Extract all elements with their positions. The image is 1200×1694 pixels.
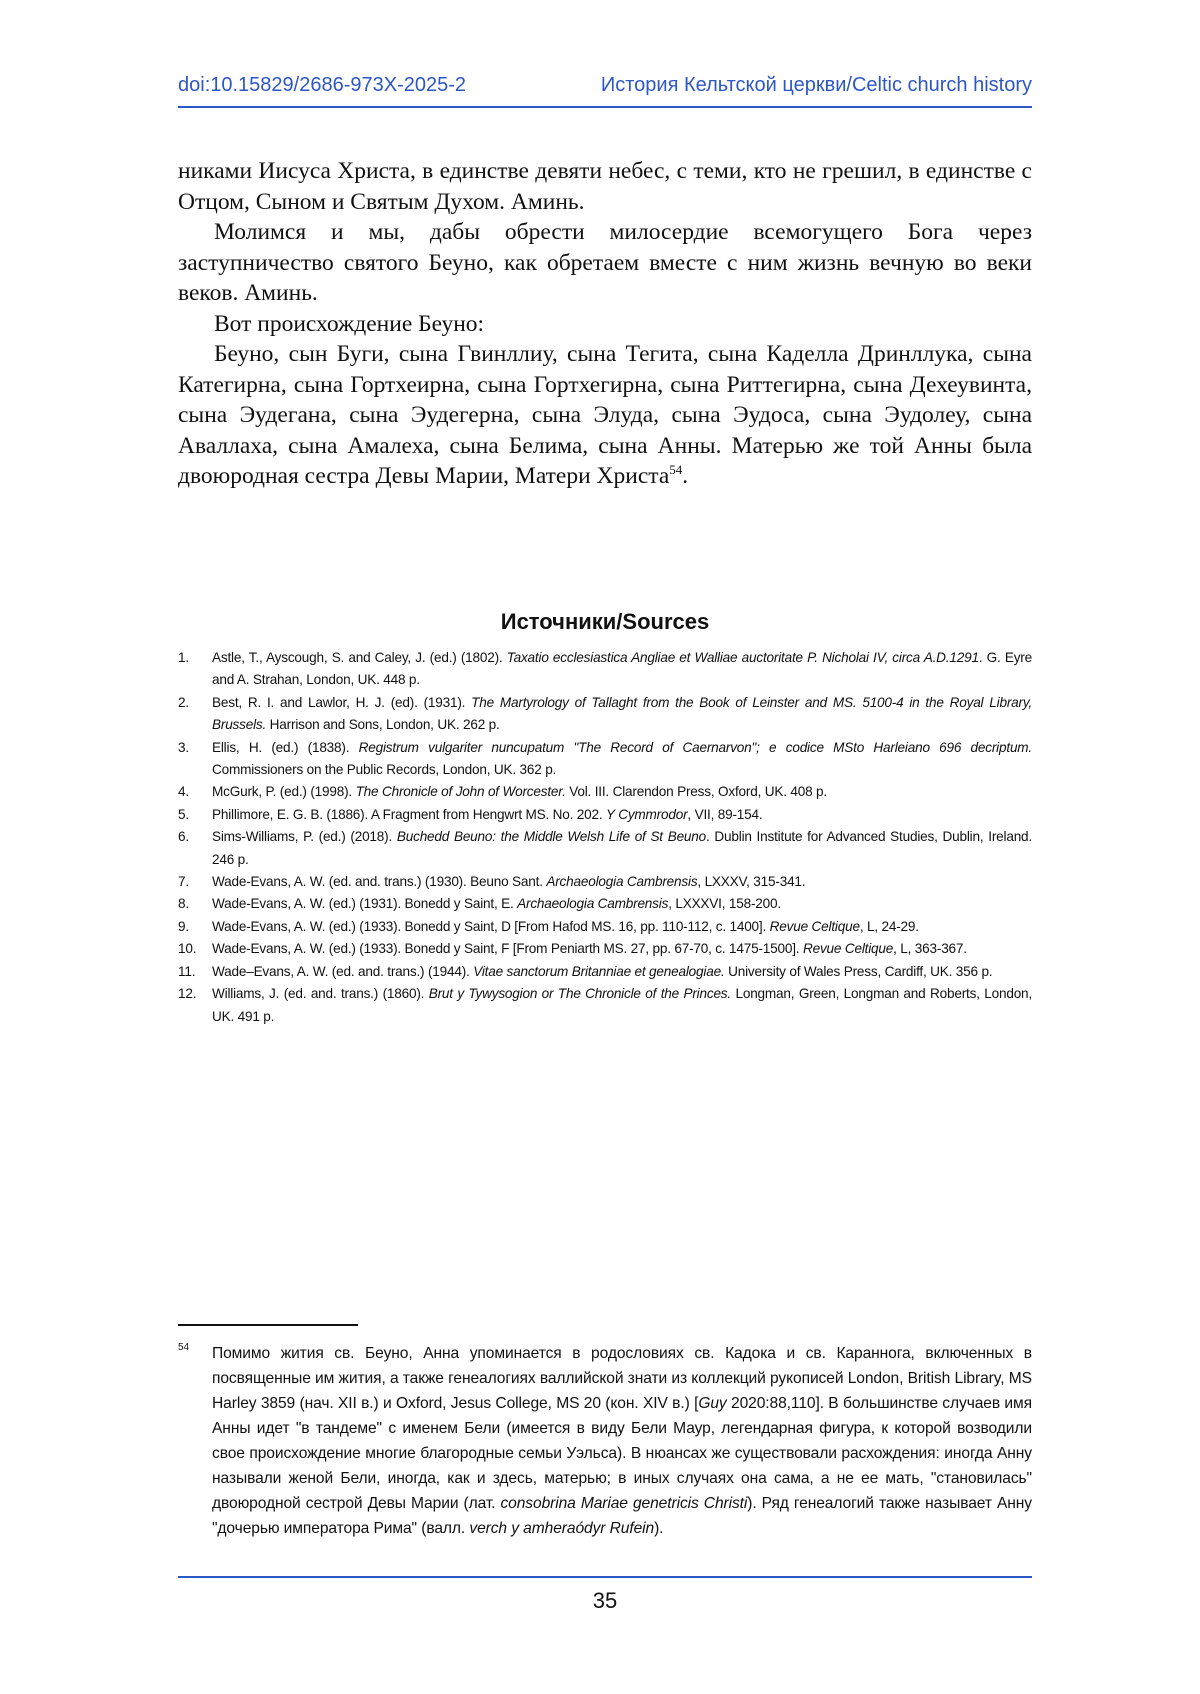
source-number: 11. xyxy=(178,963,196,979)
source-item xyxy=(178,871,1032,893)
footnote-reference[interactable]: 54 xyxy=(669,462,683,478)
source-text: Sims-Williams, P. (ed.) (2018). Buchedd Beuno: the Middle Welsh Life of St Beuno. Dublin Institute for Advanced Studies, Dublin, Ireland. 246 p. xyxy=(212,829,1032,867)
source-text: Astle, T., Ayscough, S. and Caley, J. (ed.) (1802). Taxatio ecclesiastica Angliae et Walliae auctoritate P. Nicholai IV, circa A.D.1291. G. Eyre and A. Strahan, London, UK. 448 p. xyxy=(212,650,1032,688)
paragraph-text: Беуно, сын Буги, сына Гвинллиу, сына Тегита, сына Каделла Дринллука, сына Категирна, сына Гортхеирна, сына Гортхегирна, сына Риттегирна, сына Дехеувинта, сына Эудегана, сына Эудегерна, сына Элуда, сына Эудоса, сына Эудолеу, сына Аваллаха, сына Амалеха, сына Белима, сына Анны. Матерью же той Анны была двоюродная сестра Девы Марии, Матери Христа xyxy=(178,341,1032,489)
source-item xyxy=(178,983,1032,1028)
source-text: Wade–Evans, A. W. (ed. and. trans.) (1944). Vitae sanctorum Britanniae et genealogiae. University of Wales Press, Cardiff, UK. 356 p. xyxy=(212,963,993,979)
source-text: Wade-Evans, A. W. (ed.) (1931). Bonedd y Saint, E. Archaeologia Cambrensis, LXXXVI, 158-200. xyxy=(212,896,781,912)
paragraph-end: . xyxy=(682,463,689,489)
source-text: Best, R. I. and Lawlor, H. J. (ed). (1931). The Martyrology of Tallaght from the Book of Leinster and MS. 5100-4 in the Royal Library, Brussels. Harrison and Sons, London, UK. 262 p. xyxy=(212,694,1032,733)
source-item xyxy=(178,826,1032,871)
source-number: 1. xyxy=(178,650,189,665)
paragraph: Молимся и мы, дабы обрести милосердие всемогущего Бога через заступничество святого Беуно, как обретаем вместе с ним жизнь вечную во веки веков. Аминь. xyxy=(178,219,1032,306)
footer-divider xyxy=(178,1576,1032,1578)
page-number: 35 xyxy=(592,1588,618,1613)
footnote xyxy=(178,1341,1032,1541)
source-text: McGurk, P. (ed.) (1998). The Chronicle of John of Worcester. Vol. III. Clarendon Press, Oxford, UK. 408 p. xyxy=(212,784,827,800)
footnote-divider xyxy=(178,1324,358,1326)
source-text: Wade-Evans, A. W. (ed. and. trans.) (1930). Beuno Sant. Archaeologia Cambrensis, LXXXV, 315-341. xyxy=(212,874,806,890)
source-number: 5. xyxy=(178,806,189,822)
source-item xyxy=(178,961,1032,983)
source-item xyxy=(178,692,1032,737)
paragraph: никами Иисуса Христа, в единстве девяти небес, с теми, кто не грешил, в единстве с Отцом, Сыном и Святым Духом. Аминь. xyxy=(178,158,1032,215)
source-text: Ellis, H. (ed.) (1838). Registrum vulgariter nuncupatum "The Record of Caernarvon"; e codice MSto Harleiano 696 decriptum. Commissioners on the Public Records, London, UK. 362 p. xyxy=(212,739,1033,778)
sources-list xyxy=(178,647,1032,1028)
source-number: 7. xyxy=(178,874,189,890)
source-item xyxy=(178,804,1032,826)
header-divider xyxy=(178,106,1032,108)
footnote-mark: 54 xyxy=(178,1342,189,1353)
source-number: 12. xyxy=(178,986,197,1002)
source-number: 4. xyxy=(178,784,189,800)
source-item xyxy=(178,737,1032,782)
paragraph xyxy=(178,339,1032,492)
source-item xyxy=(178,938,1032,960)
sources-heading: Источники/Sources xyxy=(500,609,710,634)
source-item xyxy=(178,916,1032,938)
source-number: 6. xyxy=(178,829,189,845)
source-number: 8. xyxy=(178,896,189,912)
source-item xyxy=(178,647,1032,692)
journal-title: История Кельтской церкви/Celtic church history xyxy=(600,74,1032,96)
source-text: Wade-Evans, A. W. (ed.) (1933). Bonedd y Saint, D [From Hafod MS. 16, pp. 110-112, c. 1400]. Revue Celtique, L, 24-29. xyxy=(212,918,919,934)
source-text: Phillimore, E. G. B. (1886). A Fragment from Hengwrt MS. No. 202. Y Cymmrodor, VII, 89-154. xyxy=(212,806,763,822)
source-number: 3. xyxy=(178,739,189,755)
running-header xyxy=(178,74,1032,97)
source-text: Williams, J. (ed. and. trans.) (1860). Brut y Tywysogion or The Chronicle of the Princes. Longman, Green, Longman and Roberts, London, UK. 491 p. xyxy=(212,986,1032,1024)
doi-link[interactable]: doi:10.15829/2686-973X-2025-2 xyxy=(178,74,467,96)
source-item xyxy=(178,781,1032,803)
source-number: 9. xyxy=(178,918,189,934)
source-number: 2. xyxy=(178,694,189,710)
source-number: 10. xyxy=(178,941,197,957)
paragraph: Вот происхождение Беуно: xyxy=(214,310,485,337)
footnote-text: Помимо жития св. Беуно, Анна упоминается в родословиях св. Кадока и св. Караннога, включенных в посвященные им жития, а также генеалогиях валлийской знати из коллекций рукописей London, British Library, MS Harley 3859 (нач. XII в.) и Oxford, Jesus College, MS 20 (кон. XIV в.) [Guy 2020:88,110]. В большинстве случаев имя Анны идет "в тандеме" с именем Бели (имеется в виду Бели Маур, легендарная фигура, к которой возводили свое происхождение многие благородные семьи Уэльса). В нюансах же существовали расхождения: иногда Анну называли женой Бели, иногда, как и здесь, матерью; в иных случаях она сама, а не ее мать, "становилась" двоюродной сестрой Девы Марии (лат. consobrina Mariae genetricis Christi). Ряд генеалогий также называет Анну "дочерью императора Рима" (валл. verch y amherаódyr Rufein). xyxy=(212,1345,1032,1537)
source-item xyxy=(178,893,1032,915)
source-text: Wade-Evans, A. W. (ed.) (1933). Bonedd y Saint, F [From Peniarth MS. 27, pp. 67-70, c. 1475-1500]. Revue Celtique, L, 363-367. xyxy=(212,941,967,957)
main-text xyxy=(178,156,1032,492)
